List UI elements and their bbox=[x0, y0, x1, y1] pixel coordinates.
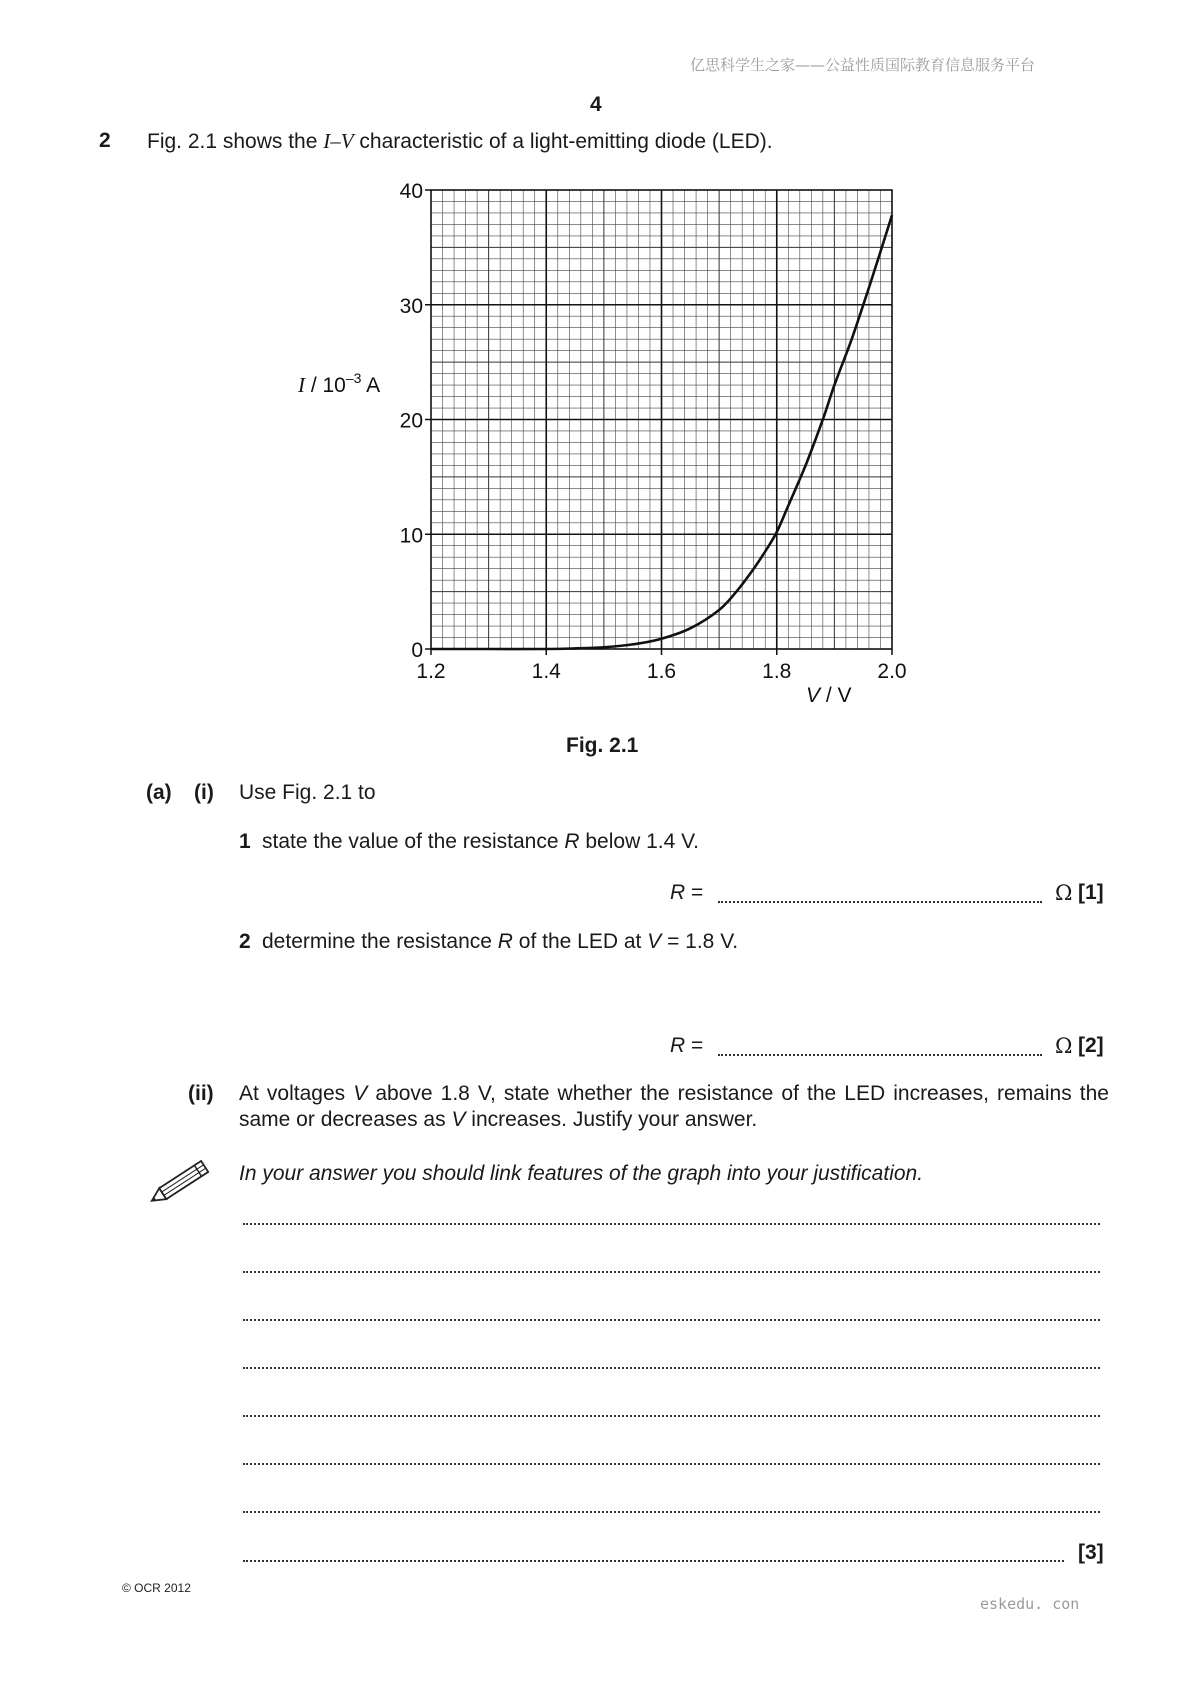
y-tick-labels bbox=[400, 180, 423, 662]
x-tick-label: 1.2 bbox=[416, 660, 446, 683]
y-axis-exponent: –3 bbox=[345, 370, 362, 386]
item-1-var: R bbox=[564, 830, 580, 853]
answer-2-var: R bbox=[670, 1034, 686, 1057]
answer-line-4[interactable] bbox=[243, 1367, 1100, 1369]
answer-line-7[interactable] bbox=[243, 1511, 1100, 1513]
part-a-i-text: Use Fig. 2.1 to bbox=[239, 781, 376, 804]
ii-instruction: In your answer you should link features of the graph into your justification. bbox=[239, 1162, 924, 1185]
answer-1-unit: Ω bbox=[1055, 881, 1073, 905]
y-axis-label bbox=[297, 370, 380, 397]
x-tick-labels bbox=[416, 660, 906, 683]
ii-text-mid: above 1.8 V, state whether the resistance of the LED increases, remains the same or decreases as bbox=[239, 1082, 1109, 1131]
answer-1-eq: = bbox=[685, 881, 704, 904]
y-tick-label: 40 bbox=[399, 180, 423, 203]
top-watermark: 亿思科学生之家——公益性质国际教育信息服务平台 bbox=[690, 56, 1036, 74]
question-number: 2 bbox=[99, 129, 111, 152]
item-2-number: 2 bbox=[239, 930, 251, 953]
answer-line-5[interactable] bbox=[243, 1415, 1100, 1417]
x-tick-label: 2.0 bbox=[877, 660, 907, 683]
pencil-icon bbox=[146, 1158, 218, 1208]
answer-2-field[interactable] bbox=[718, 1054, 1042, 1056]
y-axis-unit-start: / 10 bbox=[305, 374, 346, 397]
y-tick-label: 10 bbox=[399, 524, 423, 548]
intro-iv-symbol: I–V bbox=[323, 129, 354, 153]
x-axis-unit: / V bbox=[820, 684, 852, 707]
part-a-ii-text bbox=[239, 1081, 1109, 1133]
answer-line-2[interactable] bbox=[243, 1271, 1100, 1273]
y-tick-label: 30 bbox=[399, 294, 423, 318]
iv-graph bbox=[0, 0, 1191, 720]
answer-line-1[interactable] bbox=[243, 1223, 1100, 1225]
y-tick-label: 20 bbox=[399, 409, 423, 433]
answer-line-8[interactable] bbox=[243, 1560, 1064, 1562]
ii-marks: [3] bbox=[1078, 1541, 1104, 1564]
ii-var2: V bbox=[451, 1108, 466, 1131]
item-1-number: 1 bbox=[239, 830, 251, 853]
x-axis-var: V bbox=[806, 684, 821, 707]
part-a-ii-label: (ii) bbox=[188, 1082, 214, 1105]
answer-1-prefix bbox=[670, 880, 703, 906]
ii-var1: V bbox=[353, 1082, 368, 1105]
intro-text-start: Fig. 2.1 shows the bbox=[147, 130, 324, 153]
item-2-text-mid: of the LED at bbox=[512, 930, 648, 953]
part-a-label: (a) bbox=[146, 781, 172, 804]
intro-text-end: characteristic of a light-emitting diode (LED). bbox=[353, 130, 773, 153]
copyright: © OCR 2012 bbox=[122, 1581, 191, 1595]
y-tick-label: 0 bbox=[411, 639, 423, 662]
x-tick-label: 1.4 bbox=[531, 660, 561, 683]
y-axis-var: I bbox=[298, 373, 305, 397]
x-tick-label: 1.6 bbox=[646, 660, 677, 683]
ii-text-start: At voltages bbox=[239, 1082, 354, 1105]
answer-2-prefix bbox=[670, 1033, 703, 1059]
x-axis-label bbox=[806, 684, 852, 707]
y-axis-unit-end: A bbox=[361, 374, 381, 397]
part-a-i-label: (i) bbox=[194, 781, 214, 804]
item-2-text bbox=[262, 929, 738, 955]
answer-1-field[interactable] bbox=[718, 901, 1042, 903]
figure-caption: Fig. 2.1 bbox=[566, 734, 639, 757]
item-2-text-start: determine the resistance bbox=[262, 930, 498, 953]
answer-line-3[interactable] bbox=[243, 1319, 1100, 1321]
page-number: 4 bbox=[590, 93, 602, 116]
item-2-var: R bbox=[497, 930, 513, 953]
ii-text-end: increases. Justify your answer. bbox=[465, 1108, 758, 1131]
item-1-text bbox=[262, 829, 699, 855]
answer-line-6[interactable] bbox=[243, 1463, 1100, 1465]
bottom-watermark: eskedu. con bbox=[980, 1595, 1080, 1613]
x-tick-label: 1.8 bbox=[762, 660, 792, 683]
answer-1-var: R bbox=[670, 881, 686, 904]
answer-2-marks: [2] bbox=[1078, 1034, 1104, 1057]
item-2-text-end: = 1.8 V. bbox=[661, 930, 739, 953]
answer-2-eq: = bbox=[685, 1034, 704, 1057]
item-2-var2: V bbox=[647, 930, 662, 953]
item-1-text-start: state the value of the resistance bbox=[262, 830, 565, 853]
item-1-text-end: below 1.4 V. bbox=[579, 830, 700, 853]
answer-2-unit: Ω bbox=[1055, 1034, 1073, 1058]
answer-1-marks: [1] bbox=[1078, 881, 1104, 904]
